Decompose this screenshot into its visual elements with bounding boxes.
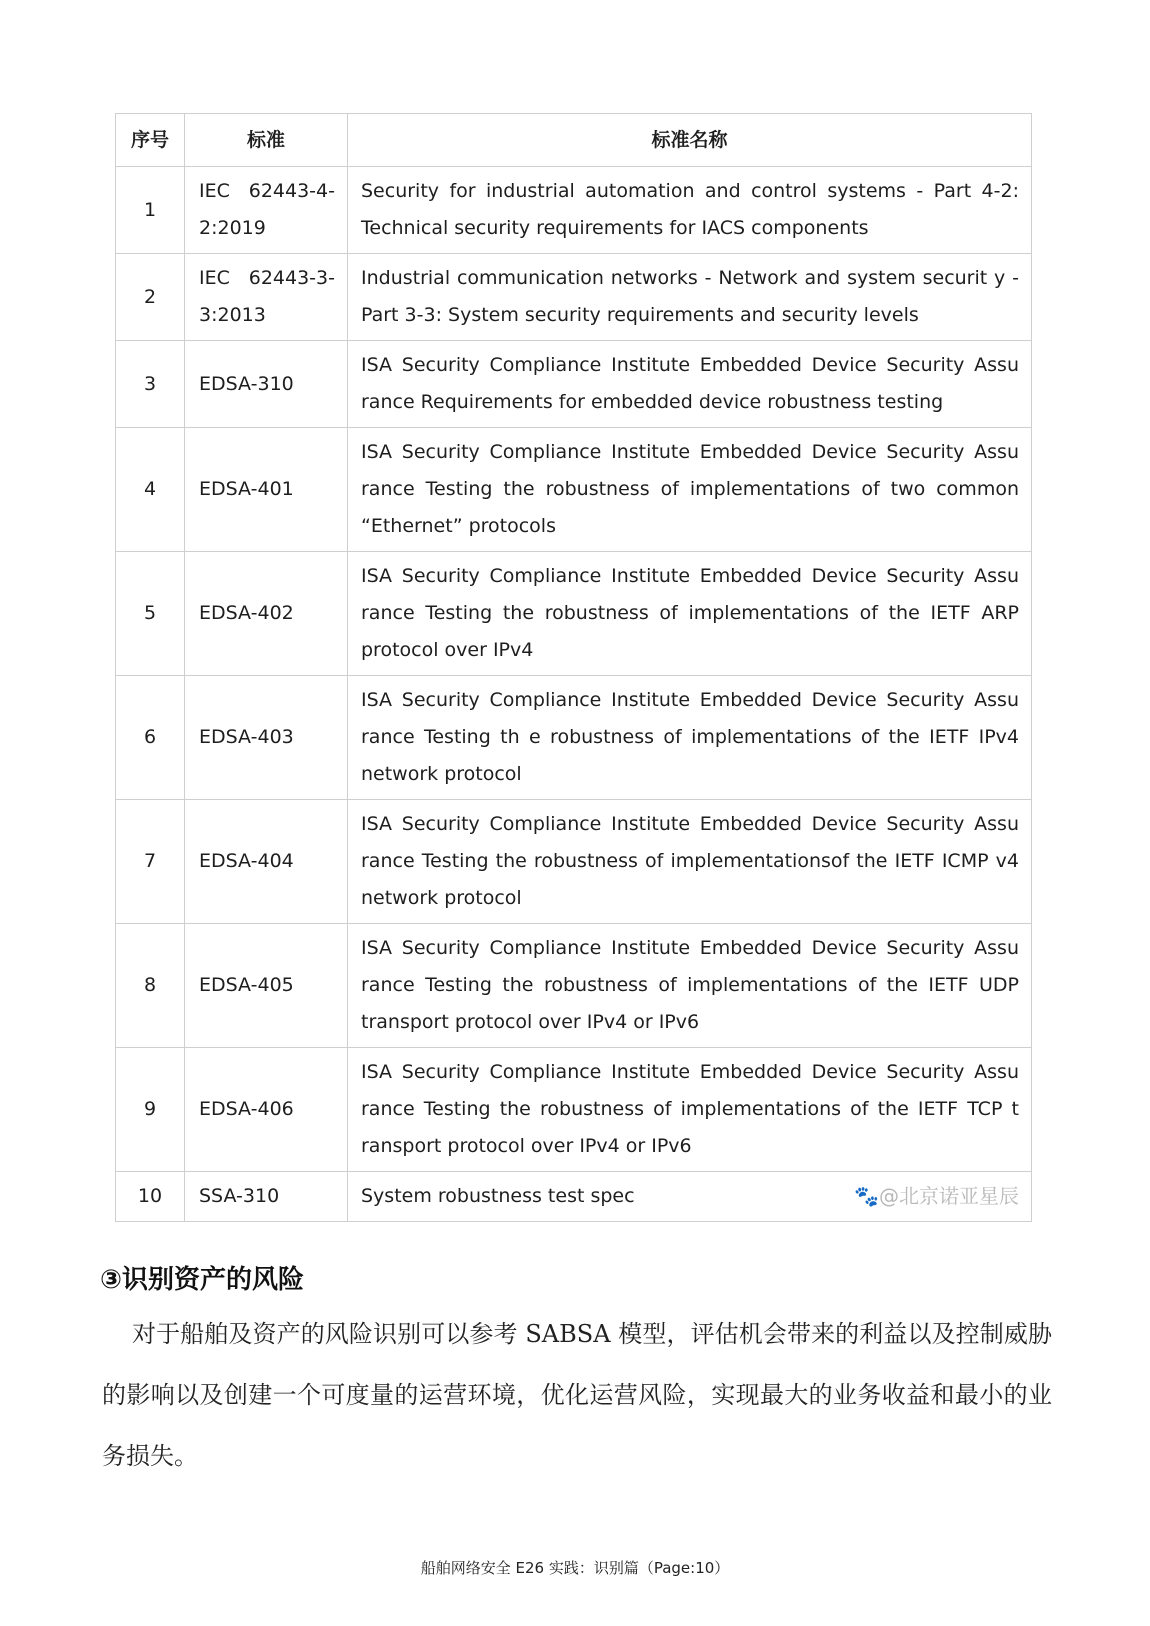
row-no: 1 bbox=[116, 167, 185, 254]
row-no: 3 bbox=[116, 341, 185, 428]
row-name: ISA Security Compliance Institute Embedded Device Security Assu rance Testing the robustness of implementationsof the IETF ICMP v4 network protocol bbox=[348, 800, 1032, 924]
row-no: 7 bbox=[116, 800, 185, 924]
section-heading: ③识别资产的风险 bbox=[100, 1265, 305, 1295]
row-code: EDSA-404 bbox=[185, 800, 348, 924]
row-name: ISA Security Compliance Institute Embedded Device Security Assu rance Testing th e robustness of implementations of the IETF IPv4 network protocol bbox=[348, 676, 1032, 800]
row-name-text: System robustness test spec bbox=[361, 1185, 635, 1207]
table-row bbox=[116, 341, 1032, 428]
table-row bbox=[116, 428, 1032, 552]
row-code: IEC 62443-3-3:2013 bbox=[185, 254, 348, 341]
table-row bbox=[116, 800, 1032, 924]
row-code: EDSA-402 bbox=[185, 552, 348, 676]
table-row bbox=[116, 167, 1032, 254]
row-code: IEC 62443-4-2:2019 bbox=[185, 167, 348, 254]
row-no: 4 bbox=[116, 428, 185, 552]
row-no: 6 bbox=[116, 676, 185, 800]
row-code: EDSA-310 bbox=[185, 341, 348, 428]
row-name: ISA Security Compliance Institute Embedded Device Security Assu rance Testing the robustness of implementations of the IETF ARP protocol over IPv4 bbox=[348, 552, 1032, 676]
header-standard-name: 标准名称 bbox=[348, 114, 1032, 167]
row-code: EDSA-405 bbox=[185, 924, 348, 1048]
row-name: ISA Security Compliance Institute Embedded Device Security Assu rance Testing the robustness of implementations of two common “Ethernet” protocols bbox=[348, 428, 1032, 552]
table-row bbox=[116, 1172, 1032, 1222]
table-header-row bbox=[116, 114, 1032, 167]
table-row bbox=[116, 1048, 1032, 1172]
row-code: EDSA-401 bbox=[185, 428, 348, 552]
row-name: Industrial communication networks - Network and system securit y - Part 3-3: System security requirements and security levels bbox=[348, 254, 1032, 341]
row-no: 9 bbox=[116, 1048, 185, 1172]
table-row bbox=[116, 924, 1032, 1048]
row-no: 5 bbox=[116, 552, 185, 676]
table-row bbox=[116, 676, 1032, 800]
row-name: ISA Security Compliance Institute Embedded Device Security Assu rance Testing the robustness of implementations of the IETF TCP t ransport protocol over IPv4 or IPv6 bbox=[348, 1048, 1032, 1172]
watermark: 🐾@北京诺亚星辰 bbox=[854, 1184, 1019, 1208]
row-code: EDSA-406 bbox=[185, 1048, 348, 1172]
table-row bbox=[116, 254, 1032, 341]
row-name-last bbox=[348, 1172, 1032, 1222]
header-no: 序号 bbox=[116, 114, 185, 167]
row-name: ISA Security Compliance Institute Embedded Device Security Assu rance Testing the robustness of implementations of the IETF UDP transport protocol over IPv4 or IPv6 bbox=[348, 924, 1032, 1048]
row-name: ISA Security Compliance Institute Embedded Device Security Assu rance Requirements for embedded device robustness testing bbox=[348, 341, 1032, 428]
page-footer: 船舶网络安全 E26 实践：识别篇（Page:10） bbox=[420, 1559, 730, 1577]
row-no: 2 bbox=[116, 254, 185, 341]
row-no: 8 bbox=[116, 924, 185, 1048]
table-row bbox=[116, 552, 1032, 676]
row-no: 10 bbox=[116, 1172, 185, 1222]
body-paragraph: 对于船舶及资产的风险识别可以参考 SABSA 模型，评估机会带来的利益以及控制威胁的影响以及创建一个可度量的运营环境，优化运营风险，实现最大的业务收益和最小的业务损失。 bbox=[102, 1320, 1052, 1470]
row-code: EDSA-403 bbox=[185, 676, 348, 800]
row-code: SSA-310 bbox=[185, 1172, 348, 1222]
standards-table bbox=[115, 113, 1032, 1222]
header-standard: 标准 bbox=[185, 114, 348, 167]
row-name: Security for industrial automation and control systems - Part 4-2: Technical security requirements for IACS components bbox=[348, 167, 1032, 254]
